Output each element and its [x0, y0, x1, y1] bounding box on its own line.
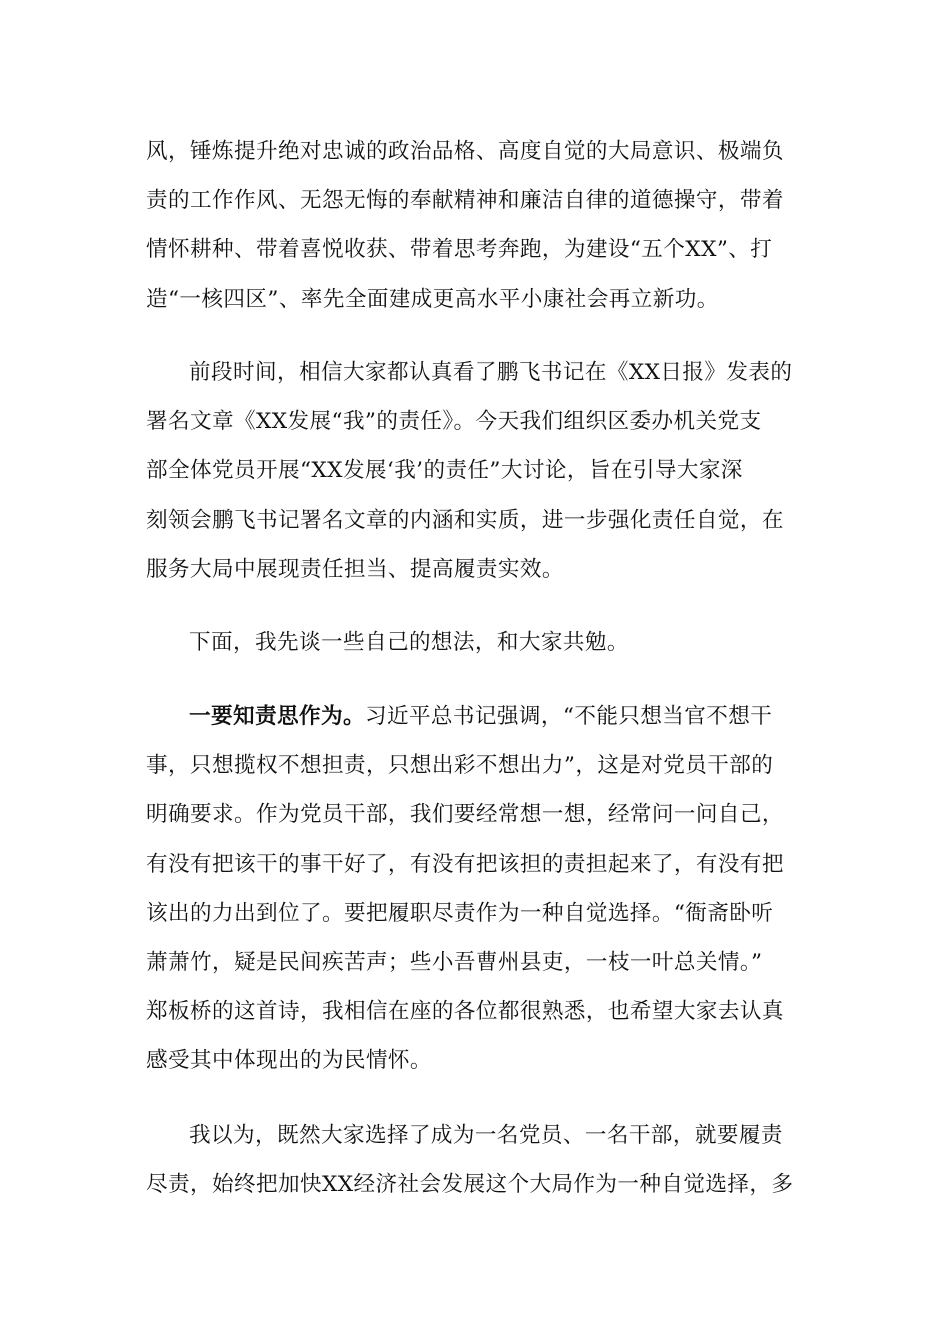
- text-line: 事，只想揽权不想担责，只想出彩不想出力”，这是对党员干部的: [146, 753, 774, 779]
- text-line: 署名文章《XX发展“我”的责任》。今天我们组织区委办机关党支: [146, 409, 762, 435]
- text-line: 情怀耕种、带着喜悦收获、带着思考奔跑，为建设“五个XX”、打: [146, 237, 773, 263]
- text-line: 责的工作作风、无怨无悔的奉献精神和廉洁自律的道德操守，带着: [146, 188, 784, 214]
- paragraph-section-one: [146, 692, 806, 1086]
- text-line: 服务大局中展现责任担当、提高履责实效。: [146, 556, 564, 582]
- text-line: [146, 692, 806, 741]
- text-line: 造“一核四区”、率先全面建成更高水平小康社会再立新功。: [146, 286, 719, 312]
- paragraph-intro: [146, 618, 806, 667]
- text-line: 该出的力出到位了。要把履职尽责作为一种自觉选择。“衙斋卧听: [146, 900, 774, 926]
- heading-line-rest: 习近平总书记强调，“不能只想当官不想干: [364, 704, 773, 729]
- paragraph-continuation: [146, 127, 806, 324]
- text-line: 前段时间，相信大家都认真看了鹏飞书记在《XX日报》发表的: [189, 360, 793, 385]
- text-line: 风，锤炼提升绝对忠诚的政治品格、高度自觉的大局意识、极端负: [146, 139, 784, 164]
- section-heading: 一要知责思作为。: [189, 704, 365, 729]
- text-line: 部全体党员开展“XX发展‘我’的责任”大讨论，旨在引导大家深: [146, 458, 743, 484]
- text-line: 我以为，既然大家选择了成为一名党员、一名干部，就要履责: [189, 1123, 783, 1148]
- text-line: 萧萧竹，疑是民间疾苦声；些小吾曹州县吏，一枝一叶总关情。”: [146, 949, 763, 975]
- text-line: 有没有把该干的事干好了，有没有把该担的责担起来了，有没有把: [146, 851, 784, 877]
- text-line: 郑板桥的这首诗，我相信在座的各位都很熟悉，也希望大家去认真: [146, 999, 784, 1025]
- paragraph-responsibility: [146, 1111, 806, 1209]
- text-line: 尽责，始终把加快XX经济社会发展这个大局作为一种自觉选择，多: [146, 1172, 794, 1198]
- text-line: 下面，我先谈一些自己的想法，和大家共勉。: [189, 630, 629, 655]
- paragraph-article-discussion: [146, 348, 806, 594]
- text-line: 刻领会鹏飞书记署名文章的内涵和实质，进一步强化责任自觉，在: [146, 507, 784, 533]
- text-line: 感受其中体现出的为民情怀。: [146, 1048, 432, 1074]
- text-line: 明确要求。作为党员干部，我们要经常想一想，经常问一问自己，: [146, 802, 784, 828]
